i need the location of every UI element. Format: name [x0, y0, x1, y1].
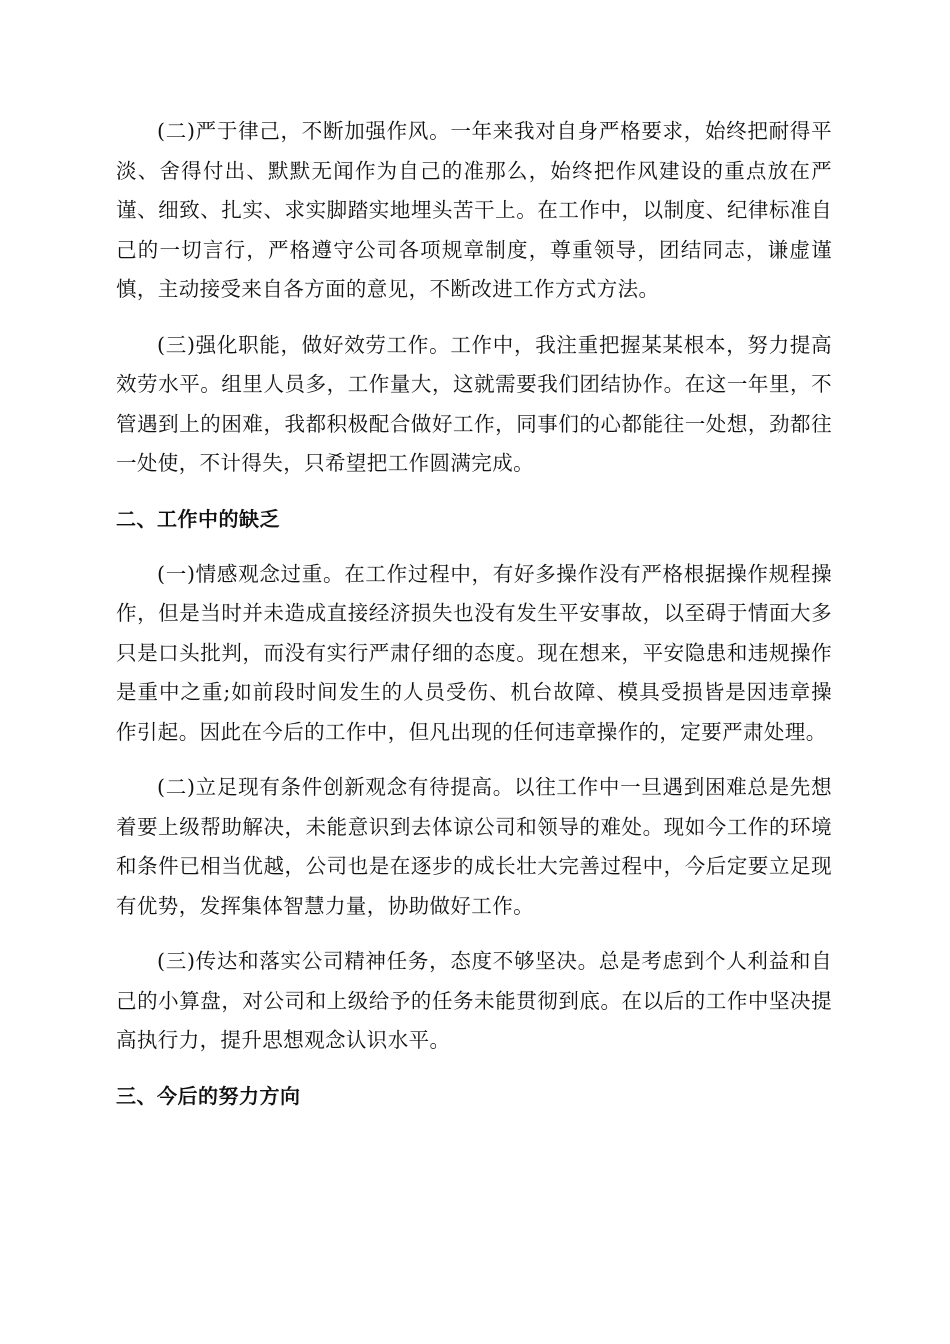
- section-heading-shortcomings: 二、工作中的缺乏: [116, 506, 280, 531]
- paragraph-implementation-attitude: (三)传达和落实公司精神任务，态度不够坚决。总是考虑到个人利益和自己的小算盘，对公司和上级给予的任务未能贯彻到底。在以后的工作中坚决提高执行力，提升思想观念认识水平。: [116, 949, 832, 1052]
- paragraph-service: (三)强化职能，做好效劳工作。工作中，我注重把握某某根本，努力提高效劳水平。组里人员多，工作量大，这就需要我们团结协作。在这一年里，不管遇到上的困难，我都积极配合做好工作，同事们的心都能往一处想，劲都往一处使，不计得失，只希望把工作圆满完成。: [116, 332, 832, 475]
- document-page: [116, 112, 832, 1132]
- paragraph-innovation-concept: (二)立足现有条件创新观念有待提高。以往工作中一旦遇到困难总是先想着要上级帮助解决，未能意识到去体谅公司和领导的难处。现如今工作的环境和条件已相当优越，公司也是在逐步的成长壮大完善过程中，今后定要立足现有优势，发挥集体智慧力量，协助做好工作。: [116, 775, 832, 918]
- paragraph-discipline: (二)严于律己，不断加强作风。一年来我对自身严格要求，始终把耐得平淡、舍得付出、默默无闻作为自己的准那么，始终把作风建设的重点放在严谨、细致、扎实、求实脚踏实地埋头苦干上。在工作中，以制度、纪律标准自己的一切言行，严格遵守公司各项规章制度，尊重领导，团结同志，谦虚谨慎，主动接受来自各方面的意见，不断改进工作方式方法。: [116, 119, 832, 301]
- paragraph-emotion-concept: (一)情感观念过重。在工作过程中，有好多操作没有严格根据操作规程操作，但是当时并未造成直接经济损失也没有发生平安事故，以至碍于情面大多只是口头批判，而没有实行严肃仔细的态度。现在想来，平安隐患和违规操作是重中之重;如前段时间发生的人员受伤、机台故障、模具受损皆是因违章操作引起。因此在今后的工作中，但凡出现的任何违章操作的，定要严肃处理。: [116, 561, 832, 744]
- section-heading-future-direction: 三、今后的努力方向: [116, 1083, 301, 1108]
